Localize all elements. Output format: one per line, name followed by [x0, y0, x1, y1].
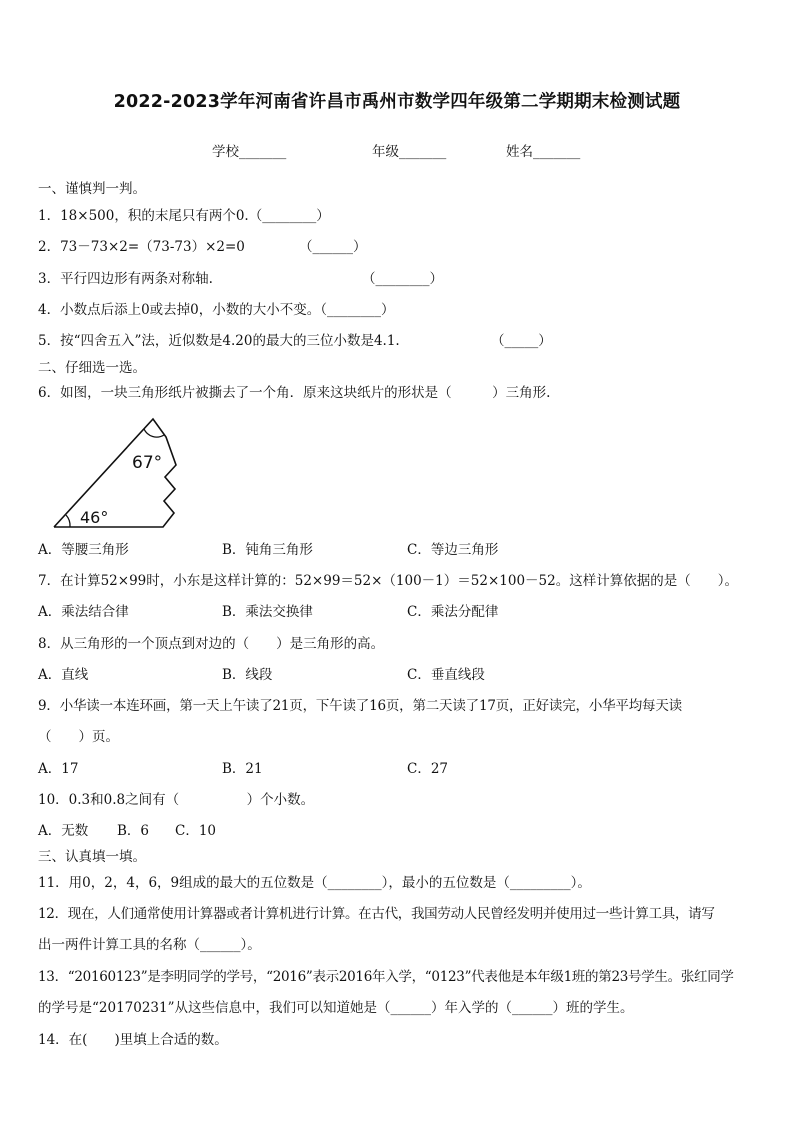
- q6-option-b: B．钝角三角形: [222, 542, 313, 558]
- question-3: 3．平行四边形有两条对称轴.: [38, 271, 213, 287]
- question-4: 4．小数点后添上0或去掉0，小数的大小不变。（________）: [38, 302, 395, 318]
- q8-option-a: A．直线: [38, 667, 89, 683]
- q8-option-c: C．垂直线段: [407, 667, 485, 683]
- question-7: 7．在计算52×99时，小东是这样计算的：52×99＝52×（100－1）＝52×100－52。这样计算依据的是（ ）。: [38, 573, 738, 589]
- question-2: 2．73－73×2=（73-73）×2=0: [38, 239, 245, 255]
- question-13: 13．“20160123”是李明同学的学号，“2016”表示2016年入学，“0123”代表他是本年级1班的第23号学生。张红同学: [38, 969, 734, 985]
- angle-label-top: 67°: [132, 453, 163, 473]
- q9-option-b: B．21: [222, 761, 263, 777]
- q6-option-c: C．等边三角形: [407, 542, 499, 558]
- question-13-continued: 的学号是“20170231”从这些信息中，我们可以知道她是（______）年入学的（______）班的学生。: [38, 1000, 634, 1016]
- q9-option-c: C．27: [407, 761, 449, 777]
- question-9: 9．小华读一本连环画，第一天上午读了21页，下午读了16页，第二天读了17页，正好读完，小华平均每天读: [38, 698, 682, 714]
- question-3-blank: （________）: [362, 271, 443, 287]
- page-title: 2022-2023学年河南省许昌市禹州市数学四年级第二学期期末检测试题: [113, 92, 681, 112]
- question-5: 5．按“四舍五入”法，近似数是4.20的最大的三位小数是4.1.: [38, 333, 400, 349]
- q7-option-a: A．乘法结合律: [38, 604, 129, 620]
- q9-option-a: A．17: [38, 761, 79, 777]
- q10-option-a: A．无数: [38, 823, 89, 839]
- question-9-continued: （ ）页。: [38, 729, 119, 745]
- section-heading-fill: 三、认真填一填。: [38, 849, 146, 865]
- angle-label-left: 46°: [80, 508, 109, 527]
- q7-option-c: C．乘法分配律: [407, 604, 499, 620]
- question-8: 8．从三角形的一个顶点到对边的（ ）是三角形的高。: [38, 636, 385, 652]
- question-1: 1．18×500，积的末尾只有两个0.（________）: [38, 208, 330, 224]
- grade-field: 年级_______: [372, 144, 447, 160]
- question-6: 6．如图，一块三角形纸片被撕去了一个角．原来这块纸片的形状是（ ）三角形.: [38, 385, 551, 401]
- question-14: 14．在( )里填上合适的数。: [38, 1032, 228, 1048]
- name-field: 姓名_______: [506, 144, 581, 160]
- triangle-outline: [54, 419, 176, 527]
- torn-triangle-figure: [48, 415, 193, 535]
- section-heading-judge: 一、谨慎判一判。: [38, 181, 146, 197]
- q7-option-b: B．乘法交换律: [222, 604, 313, 620]
- question-5-blank: （_____）: [491, 333, 552, 349]
- q6-option-a: A．等腰三角形: [38, 542, 129, 558]
- question-10: 10．0.3和0.8之间有（ ）个小数。: [38, 792, 315, 808]
- section-heading-choose: 二、仔细选一选。: [38, 360, 146, 376]
- left-angle-arc: [66, 515, 70, 527]
- q8-option-b: B．线段: [222, 667, 273, 683]
- q10-option-c: C．10: [175, 823, 217, 839]
- school-field: 学校_______: [212, 144, 287, 160]
- question-12: 12．现在，人们通常使用计算器或者计算机进行计算。在古代，我国劳动人民曾经发明并使用过一些计算工具，请写: [38, 906, 715, 922]
- question-2-blank: （______）: [299, 239, 367, 255]
- question-12-continued: 出一两件计算工具的名称（______）。: [38, 937, 261, 953]
- question-11: 11．用0，2，4，6，9组成的最大的五位数是（________），最小的五位数是（_________）。: [38, 875, 591, 891]
- q10-option-b: B．6: [117, 823, 150, 839]
